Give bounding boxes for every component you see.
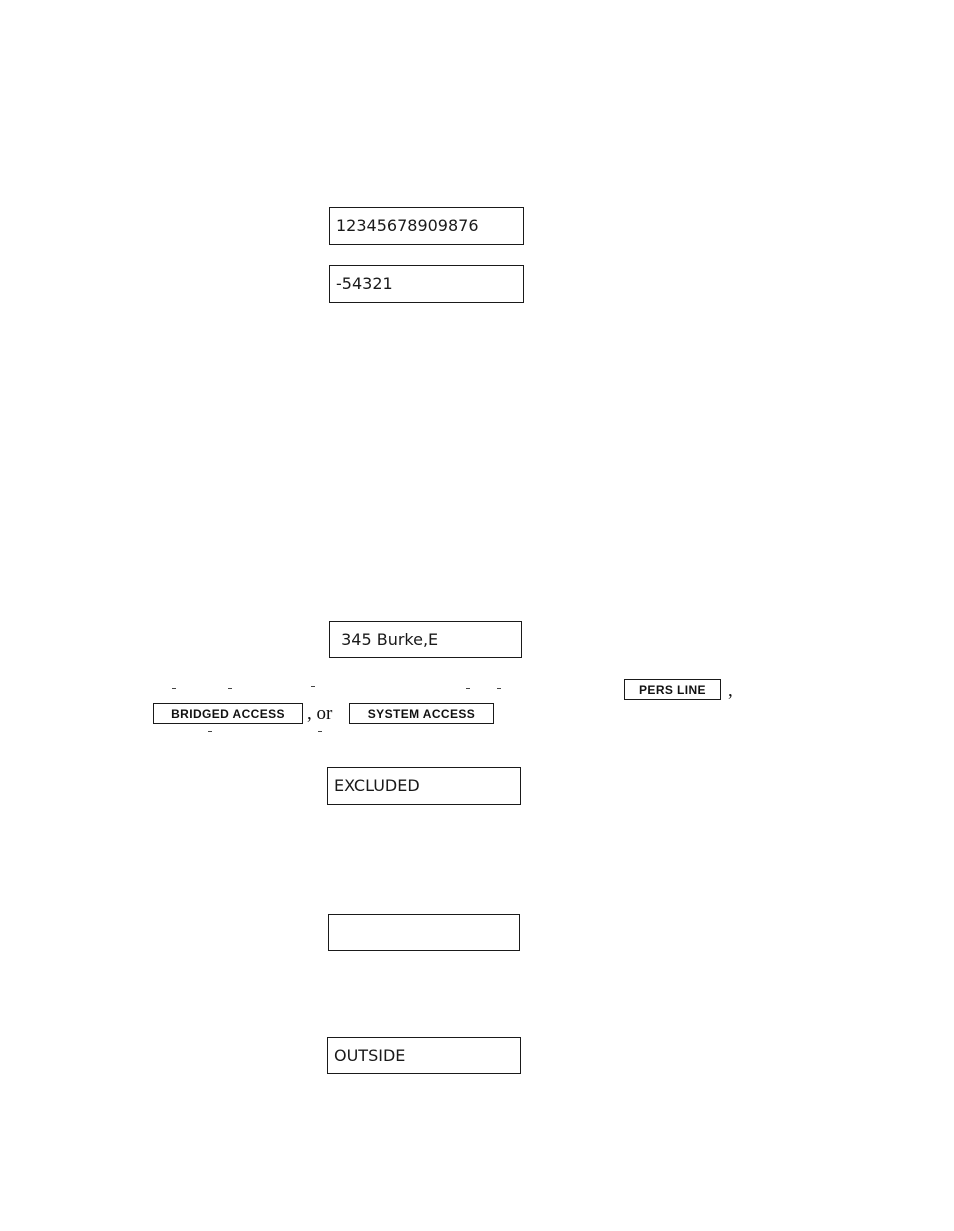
display-window-blank [328,914,520,951]
display-window-number: 12345678909876 [329,207,524,245]
scan-mark [466,688,470,689]
comma-text: , [728,680,733,701]
display-window-negative-number: -54321 [329,265,524,303]
comma-or-text: , or [307,703,333,724]
scan-mark [497,688,501,689]
pers-line-key: PERS LINE [624,679,721,700]
scan-mark [311,686,315,687]
bridged-access-key: BRIDGED ACCESS [153,703,303,724]
display-window-name: 345 Burke,E [329,621,522,658]
display-window-outside: OUTSIDE [327,1037,521,1074]
display-window-excluded: EXCLUDED [327,767,521,805]
system-access-key: SYSTEM ACCESS [349,703,494,724]
scan-mark [228,688,232,689]
scan-mark [172,688,176,689]
scan-mark [208,731,212,732]
scan-mark [318,731,322,732]
